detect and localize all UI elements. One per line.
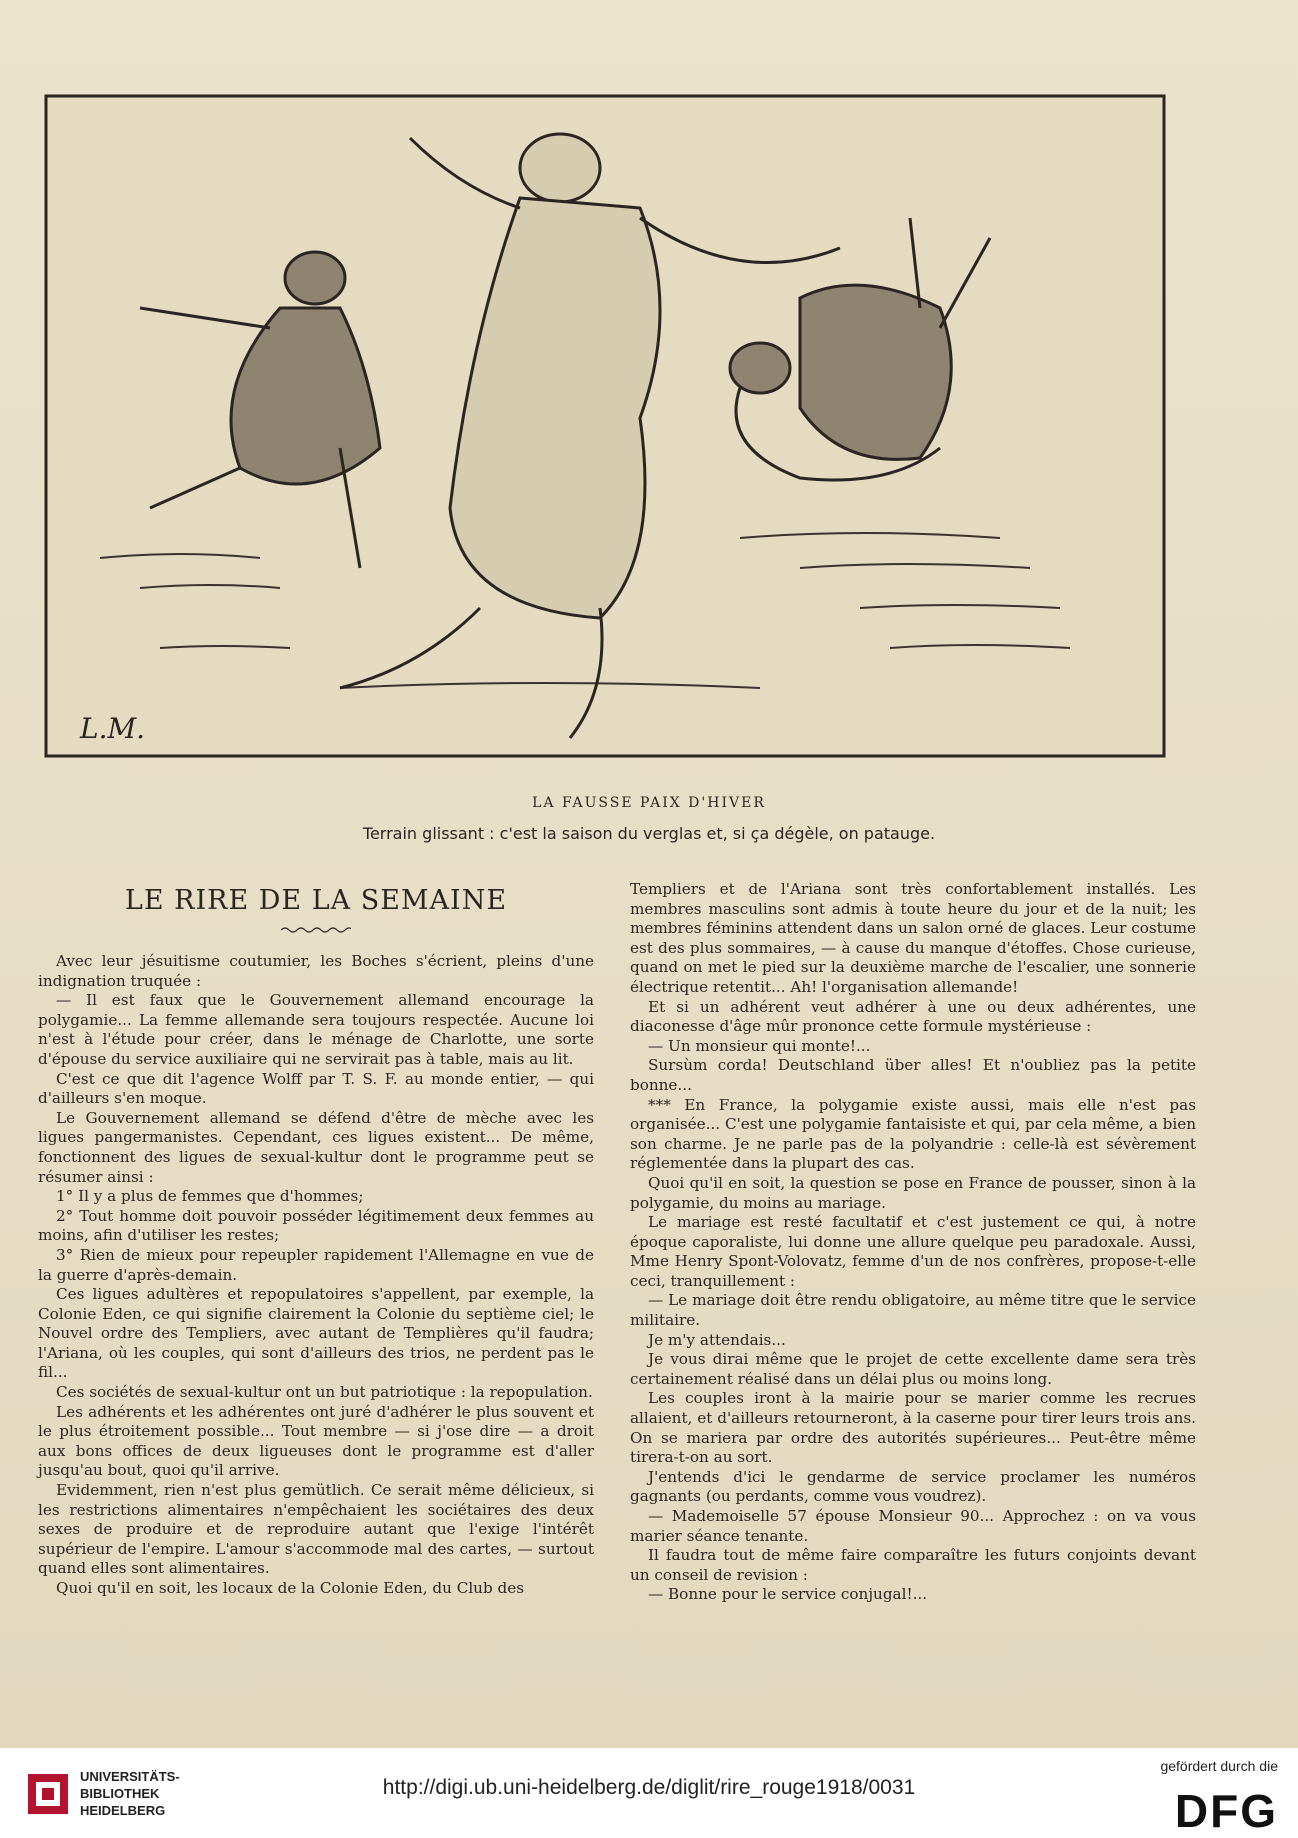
paragraph: Je vous dirai même que le projet de cette excellente dame sera très certainement réalisé dans un délai plus ou moins long. <box>630 1350 1196 1388</box>
paragraph: — Il est faux que le Gouvernement allemand encourage la polygamie... La femme allemande sera toujours respectée. Aucune loi n'est à l'étude pour créer, dans le ménage de Charlotte, une sorte d'épouse du service auxiliaire qui ne servirait pas à table, mais au lit. <box>38 991 594 1068</box>
paragraph: — Un monsieur qui monte!... <box>648 1036 871 1055</box>
paragraph: C'est ce que dit l'agence Wolff par T. S. F. au monde entier, — qui d'ailleurs s'en moque. <box>38 1069 594 1108</box>
paragraph: Le Gouvernement allemand se défend d'être de mèche avec les ligues pangermanistes. Cependant, ces ligues existent... De même, fonctionnent des ligues de sexual-kultur dont le programme peut se résumer ainsi : <box>38 1108 594 1186</box>
article-left-column <box>38 880 594 1599</box>
dfg-logo[interactable]: DFG <box>1174 1785 1278 1837</box>
digitization-footer <box>0 1748 1298 1838</box>
article-title: LE RIRE DE LA SEMAINE <box>124 885 508 916</box>
paragraph: Quoi qu'il en soit, les locaux de la Colonie Eden, du Club des <box>56 1579 525 1597</box>
cartoon-illustration <box>40 88 1170 788</box>
paragraph: 1° Il y a plus de femmes que d'hommes; <box>56 1187 364 1206</box>
paragraph: — Bonne pour le service conjugal!... <box>648 1585 928 1604</box>
paragraph: 2° Tout homme doit pouvoir posséder légitimement deux femmes au moins, afin d'utiliser les restes; <box>38 1206 594 1245</box>
paragraph: Je m'y attendais... <box>648 1330 786 1349</box>
paragraph: Ces sociétés de sexual-kultur ont un but patriotique : la repopulation. <box>56 1383 593 1402</box>
sponsor-label: gefördert durch die <box>1160 1758 1278 1774</box>
paragraph: Les adhérents et les adhérentes ont juré d'adhérer le plus souvent et le plus étroitement possible... Tout membre — si j'ose dire — a droit aux bons offices de deux ligueuses dont le programme est d'aller jusqu'au bout, quoi qu'il arrive. <box>38 1402 594 1480</box>
artist-signature: L.M. <box>80 712 146 745</box>
paragraph: Sursùm corda! Deutschland über alles! Et n'oubliez pas la petite bonne... <box>630 1056 1196 1094</box>
paragraph: Avec leur jésuitisme coutumier, les Boches s'écrient, pleins d'une indignation truquée : <box>38 952 594 990</box>
paragraph: *** En France, la polygamie existe aussi, mais elle n'est pas organisée... C'est une polygamie fantaisiste et qui, par cela même, a bien son charme. Je ne parle pas de la polyandrie : celle-là est sévèrement réglementée dans la plupart des cas. <box>630 1095 1196 1173</box>
library-name[interactable]: UNIVERSITÄTS- BIBLIOTHEK HEIDELBERG <box>80 1769 180 1818</box>
paragraph: Ces ligues adultères et repopulatoires s'appellent, par exemple, la Colonie Eden, ce qui signifie clairement la Colonie du septième ciel; le Nouvel ordre des Templiers, avec autant de Templières qu'il faudra; l'Ariana, où les couples, qui sont d'ailleurs des trios, ne perdent pas le fil... <box>38 1285 594 1382</box>
caption-title: LA FAUSSE PAIX D'HIVER <box>532 795 766 811</box>
paragraph: — Le mariage doit être rendu obligatoire, au même titre que le service militaire. <box>630 1291 1196 1330</box>
caption-text: Terrain glissant : c'est la saison du verglas et, si ça dégèle, on patauge. <box>362 824 936 843</box>
paragraph: Il faudra tout de même faire comparaître les futurs conjoints devant un conseil de revision : <box>630 1546 1196 1584</box>
paragraph: Le mariage est resté facultatif et c'est justement ce qui, à notre époque caporaliste, lui donne une allure quelque peu paradoxale. Aussi, Mme Henry Spont-Volovatz, femme d'un de nos confrères, propose-t-elle ceci, tranquillement : <box>630 1213 1196 1290</box>
paragraph: Les couples iront à la mairie pour se marier comme les recrues allaient, et d'ailleurs retourneront, à la caserne pour tirer leurs trois ans. On se mariera par ordre des autorités supérieures... Peut-être même tirera-t-on au sort. <box>630 1389 1196 1467</box>
paragraph: Et si un adhérent veut adhérer à une ou deux adhérentes, une diaconesse d'âge mûr prononce cette formule mystérieuse : <box>630 997 1196 1036</box>
permalink-url[interactable]: http://digi.ub.uni-heidelberg.de/diglit/rire_rouge1918/0031 <box>382 1776 916 1799</box>
paragraph: Templiers et de l'Ariana sont très confortablement installés. Les membres masculins sont admis à toute heure du jour et de la nuit; les membres féminins attendent dans un salon orné de glaces. Leur costume est des plus sommaires, — à cause du manque d'étoffes. Chose curieuse, quand on met le pied sur la deuxième marche de l'escalier, une sonnerie électrique retentit... Ah! l'organisation allemande! <box>630 880 1196 996</box>
paragraph: Evidemment, rien n'est plus gemütlich. Ce serait même délicieux, si les restrictions alimentaires n'empêchaient les sociétaires des deux sexes de produire et de reproduire autant que l'exige l'intérêt supérieur de l'empire. L'amour s'accommode mal des cartes, — surtout quand elles sont alimentaires. <box>38 1481 594 1578</box>
paragraph: Quoi qu'il en soit, la question se pose en France de pousser, sinon à la polygamie, du moins au mariage. <box>630 1173 1196 1212</box>
paragraph: — Mademoiselle 57 épouse Monsieur 90... Approchez : on va vous marier séance tenante. <box>630 1507 1196 1545</box>
paragraph: 3° Rien de mieux pour repeupler rapidement l'Allemagne en vue de la guerre d'après-demain. <box>38 1245 594 1284</box>
ornament-divider <box>281 926 351 934</box>
article-right-column <box>630 880 1196 1605</box>
paragraph: J'entends d'ici le gendarme de service proclamer les numéros gagnants (ou perdants, comme vous voudrez). <box>630 1467 1196 1506</box>
